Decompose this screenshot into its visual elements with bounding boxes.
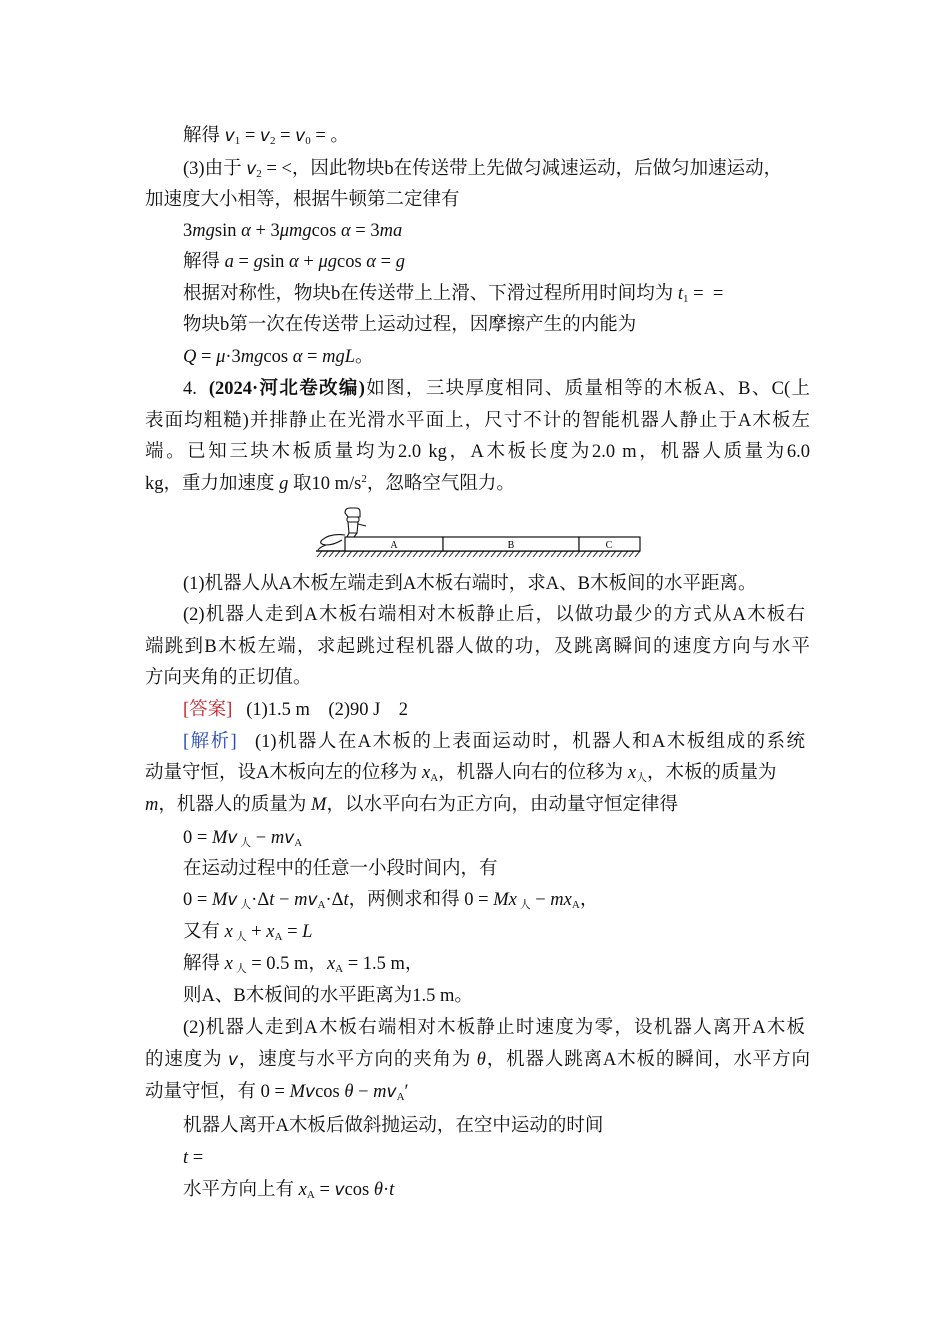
solution-line9: 则A、B木板间的水平距离为1.5 m。 xyxy=(183,986,473,1006)
symmetry-line: 根据对称性，物块b在传送带上上滑、下滑过程所用时间均为 $t_1$ = = xyxy=(183,284,724,305)
plank-a-label: A xyxy=(390,540,398,551)
q4-line3: 端。已知三块木板质量均为2.0 kg，A木板长度为2.0 m，机器人质量为6.0 xyxy=(145,442,810,462)
sub-question-1: (1)机器人从A木板左端走到A木板右端时，求A、B木板间的水平距离。 xyxy=(183,574,757,594)
plank-b-label: B xyxy=(507,540,515,551)
sub-question-2-line3: 方向夹角的正切值。 xyxy=(145,668,312,688)
solution-line11: 的速度为 v，速度与水平方向的夹角为 θ，机器人跳离A木板的瞬间，水平方向 xyxy=(145,1050,810,1070)
solve-x-line: 解得 x $_人$ = 0.5 m，$x_A = 1.5$ m， xyxy=(183,954,424,975)
q4-line4: kg，重力加速度 g 取10 $m/s^2$，忽略空气阻力。 xyxy=(145,473,515,494)
heat-line: 物块b第一次在传送带上运动过程，因摩擦产生的内能为 xyxy=(183,315,637,335)
heat-equation: Q = μ·3mgcos α = mgL。 xyxy=(183,347,374,367)
solution-line5: 在运动过程中的任意一小段时间内，有 xyxy=(183,859,498,879)
answer-tag: [答案] xyxy=(183,700,233,720)
solution-line10: (2)机器人走到A木板右端相对木板静止时速度为零，设机器人离开A木板 xyxy=(183,1018,805,1038)
momentum-equation-1: 0 = Mv $_人 - mv_A$ xyxy=(183,828,303,849)
answer-line: [答案] (1)1.5 m (2)90 J 2 xyxy=(183,700,409,720)
solution-line3: m，机器人的质量为 M，以水平向右为正方向，由动量守恒定律得 xyxy=(145,795,678,815)
sub-question-2-line1: (2)机器人走到A木板右端相对木板静止后，以做功最少的方式从A木板右 xyxy=(183,605,805,625)
time-equation: t = xyxy=(183,1148,204,1168)
plank-c-label: C xyxy=(605,540,613,551)
length-equation: 又有 x $_人 + x_A = L$ xyxy=(183,922,313,943)
q4-line2: 表面均粗糙)并排静止在光滑水平面上，尺寸不计的智能机器人静止于A木板左 xyxy=(145,411,810,431)
solution-line12: 动量守恒，有 0 = Mvcos $\theta - mv_A'$ xyxy=(145,1082,409,1103)
solve-v-line: 解得 $v_1 = v_2 = v_0$ = 。 xyxy=(183,126,349,147)
sub-question-2-line2: 端跳到B木板左端，求起跳过程机器人做的功，及跳离瞬间的速度方向与水平 xyxy=(145,637,810,657)
part3-line1: (3)由于 $v_2$ = <，因此物块b在传送带上先做匀减速运动，后做匀加速运动， xyxy=(183,159,783,180)
part3-line2: 加速度大小相等，根据牛顿第二定律有 xyxy=(145,190,460,210)
horizontal-equation: 水平方向上有 $x_A = vcos$ θ·t xyxy=(183,1180,395,1201)
solution-line2: 动量守恒，设A木板向左的位移为 $x_A$，机器人向右的位移为 $x_人$，木板的质量为 xyxy=(145,763,777,784)
solution-line13: 机器人离开A木板后做斜抛运动，在空中运动的时间 xyxy=(183,1116,604,1136)
momentum-equation-2: 0 = Mv $_人\cdot\Delta t - mv_A\cdot\Delta t$，两侧求和得 0 = Mx $_人 - mx_A$， xyxy=(183,890,599,911)
solution-line1: [解析] (1)机器人在A木板的上表面运动时，机器人和A木板组成的系统 xyxy=(183,732,806,752)
newton-equation: 3mgsin α + 3μmgcos α = 3ma xyxy=(183,221,403,241)
planks-figure xyxy=(312,507,644,559)
solve-a-line: 解得 a = gsin α + μgcos α = g xyxy=(183,252,405,272)
ground-hatching xyxy=(317,551,640,557)
solution-tag: [解析] xyxy=(183,732,237,752)
q4-line1: 4. (2024·河北卷改编)如图，三块厚度相同、质量相等的木板A、B、C(上 xyxy=(183,379,811,399)
